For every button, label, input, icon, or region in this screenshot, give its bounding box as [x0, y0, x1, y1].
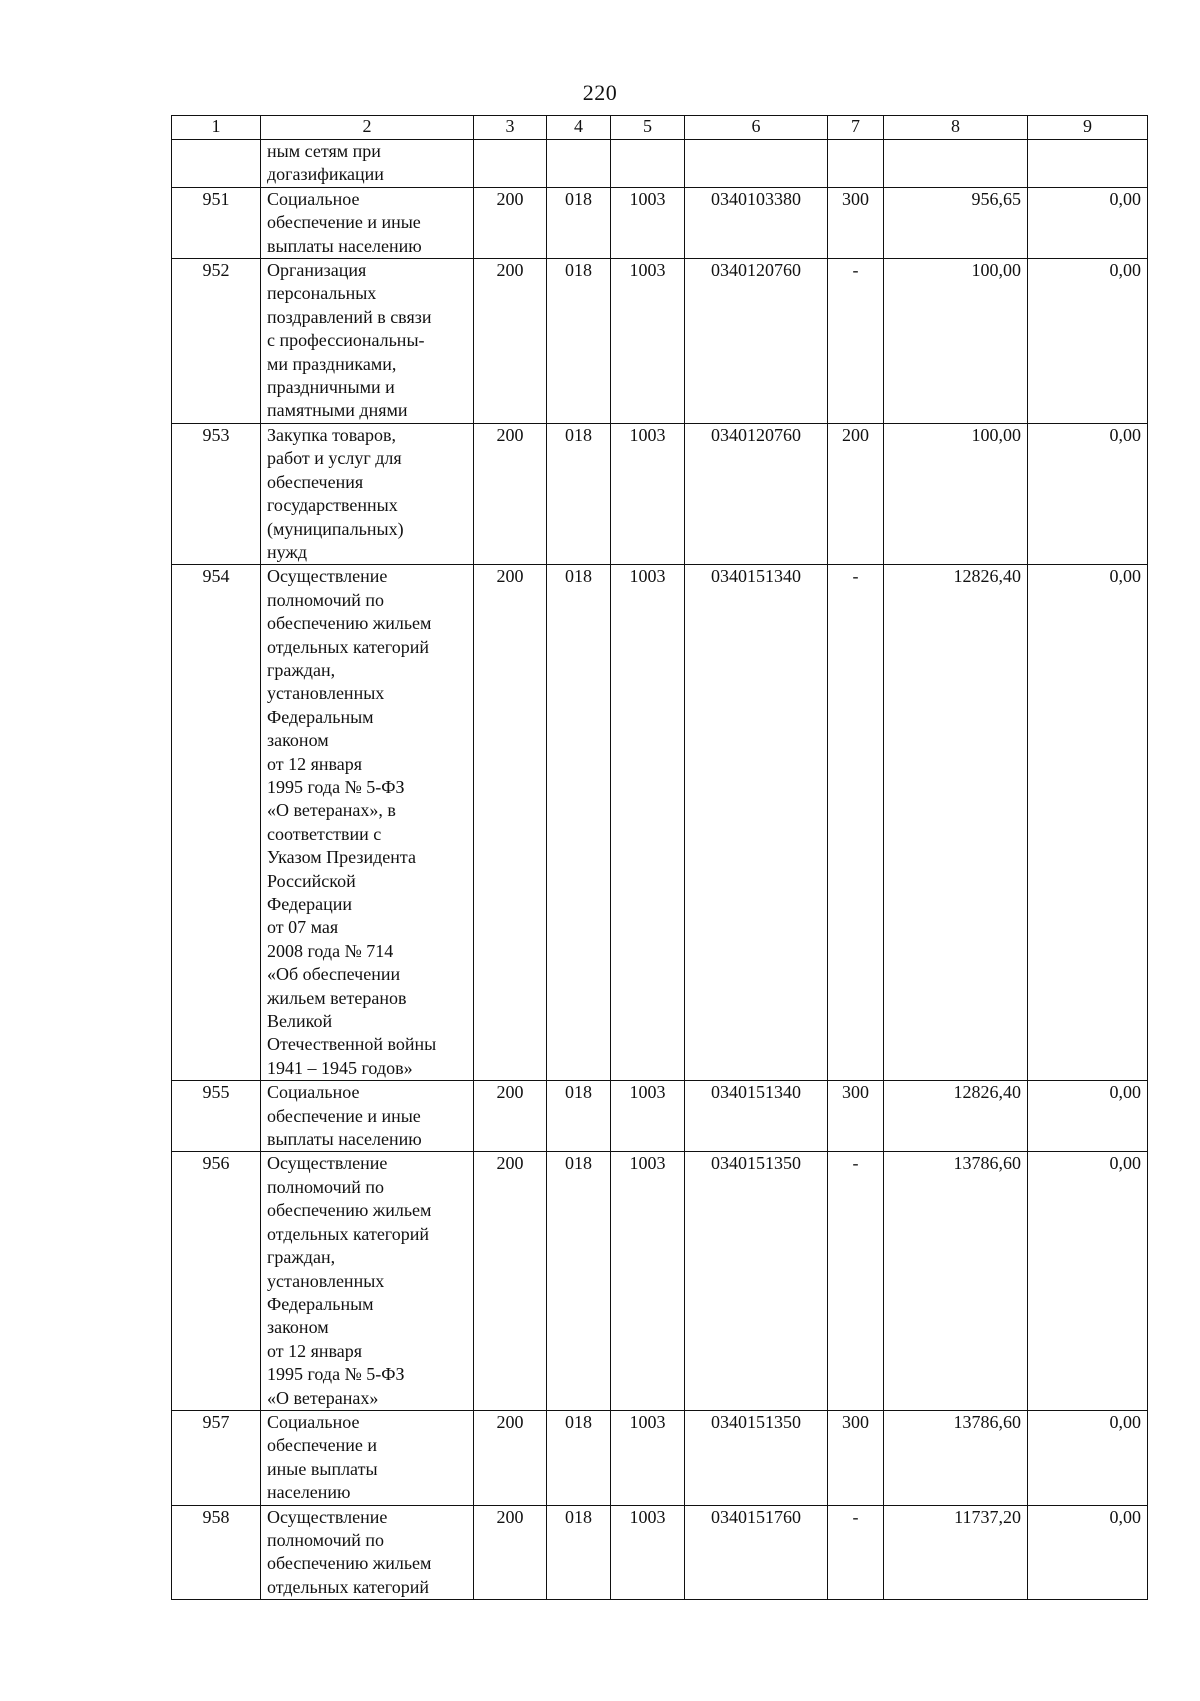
cell-col5: 1003 — [611, 1505, 685, 1600]
cell-col3: 200 — [474, 1410, 547, 1505]
row-name: Социальное обеспечение и иные выплаты населению — [261, 1410, 474, 1505]
cell-col8: 11737,20 — [884, 1505, 1028, 1600]
row-number — [172, 140, 261, 188]
cell-col3: 200 — [474, 1152, 547, 1410]
cell-col9: 0,00 — [1028, 423, 1148, 564]
cell-col8: 13786,60 — [884, 1152, 1028, 1410]
page-number: 220 — [582, 80, 618, 105]
cell-col4: 018 — [547, 1081, 611, 1152]
row-name: Закупка товаров, работ и услуг для обеспечения государственных (муниципальных) нужд — [261, 423, 474, 564]
table-row — [172, 1410, 1148, 1505]
header-row — [172, 116, 1148, 140]
budget-table — [171, 115, 1148, 1600]
col-header-5: 5 — [611, 116, 685, 140]
cell-col9: 0,00 — [1028, 1152, 1148, 1410]
cell-col9: 0,00 — [1028, 1410, 1148, 1505]
cell-col3: 200 — [474, 1081, 547, 1152]
row-name: Осуществление полномочий по обеспечению жильем отдельных категорий граждан, установленных Федеральным законом от 12 января 1995 года № 5-ФЗ «О ветеранах» — [261, 1152, 474, 1410]
cell-col6: 0340120760 — [685, 259, 828, 424]
cell-col9: 0,00 — [1028, 1505, 1148, 1600]
cell-col6: 0340120760 — [685, 423, 828, 564]
cell-col7: 300 — [828, 187, 884, 258]
row-name: Социальное обеспечение и иные выплаты населению — [261, 187, 474, 258]
row-name: ным сетям при догазификации — [261, 140, 474, 188]
row-number: 957 — [172, 1410, 261, 1505]
cell-col4: 018 — [547, 1505, 611, 1600]
table-row — [172, 1505, 1148, 1600]
cell-col8: 100,00 — [884, 259, 1028, 424]
cell-col8: 12826,40 — [884, 565, 1028, 1081]
table-row — [172, 140, 1148, 188]
cell-col5 — [611, 140, 685, 188]
table-row — [172, 259, 1148, 424]
cell-col9: 0,00 — [1028, 187, 1148, 258]
cell-col8: 100,00 — [884, 423, 1028, 564]
cell-col6: 0340151760 — [685, 1505, 828, 1600]
cell-col4: 018 — [547, 423, 611, 564]
table-row — [172, 565, 1148, 1081]
row-number: 955 — [172, 1081, 261, 1152]
table-header — [172, 116, 1148, 140]
row-name: Организация персональных поздравлений в связи с профессиональны- ми праздниками, праздничными и памятными днями — [261, 259, 474, 424]
col-header-4: 4 — [547, 116, 611, 140]
table-body — [172, 140, 1148, 1600]
cell-col8 — [884, 140, 1028, 188]
row-number: 953 — [172, 423, 261, 564]
col-header-6: 6 — [685, 116, 828, 140]
row-number: 954 — [172, 565, 261, 1081]
cell-col7: - — [828, 1505, 884, 1600]
cell-col7: 300 — [828, 1410, 884, 1505]
cell-col7: - — [828, 1152, 884, 1410]
cell-col5: 1003 — [611, 565, 685, 1081]
cell-col6: 0340103380 — [685, 187, 828, 258]
cell-col7 — [828, 140, 884, 188]
table-row — [172, 1152, 1148, 1410]
cell-col9: 0,00 — [1028, 1081, 1148, 1152]
cell-col5: 1003 — [611, 423, 685, 564]
cell-col7: - — [828, 565, 884, 1081]
cell-col5: 1003 — [611, 1410, 685, 1505]
cell-col3: 200 — [474, 259, 547, 424]
col-header-3: 3 — [474, 116, 547, 140]
cell-col6 — [685, 140, 828, 188]
cell-col6: 0340151340 — [685, 565, 828, 1081]
cell-col4 — [547, 140, 611, 188]
row-name: Социальное обеспечение и иные выплаты населению — [261, 1081, 474, 1152]
row-number: 952 — [172, 259, 261, 424]
cell-col8: 956,65 — [884, 187, 1028, 258]
cell-col6: 0340151340 — [685, 1081, 828, 1152]
cell-col4: 018 — [547, 1410, 611, 1505]
col-header-2: 2 — [261, 116, 474, 140]
col-header-1: 1 — [172, 116, 261, 140]
cell-col6: 0340151350 — [685, 1152, 828, 1410]
cell-col6: 0340151350 — [685, 1410, 828, 1505]
cell-col8: 12826,40 — [884, 1081, 1028, 1152]
cell-col3: 200 — [474, 423, 547, 564]
cell-col3: 200 — [474, 565, 547, 1081]
row-name: Осуществление полномочий по обеспечению жильем отдельных категорий граждан, установленных Федеральным законом от 12 января 1995 года № 5-ФЗ «О ветеранах», в соответствии с Указом Президента Российской Федерации от 07 мая 2008 года № 714 «Об обеспечении жильем ветеранов Великой Отечественной войны 1941 – 1945 годов» — [261, 565, 474, 1081]
col-header-8: 8 — [884, 116, 1028, 140]
row-name: Осуществление полномочий по обеспечению жильем отдельных категорий — [261, 1505, 474, 1600]
cell-col9: 0,00 — [1028, 565, 1148, 1081]
cell-col8: 13786,60 — [884, 1410, 1028, 1505]
table-row — [172, 187, 1148, 258]
table-row — [172, 423, 1148, 564]
cell-col5: 1003 — [611, 187, 685, 258]
row-number: 951 — [172, 187, 261, 258]
cell-col5: 1003 — [611, 1152, 685, 1410]
table-row — [172, 1081, 1148, 1152]
cell-col4: 018 — [547, 1152, 611, 1410]
cell-col7: 200 — [828, 423, 884, 564]
cell-col4: 018 — [547, 259, 611, 424]
row-number: 958 — [172, 1505, 261, 1600]
row-number: 956 — [172, 1152, 261, 1410]
cell-col9: 0,00 — [1028, 259, 1148, 424]
cell-col3: 200 — [474, 1505, 547, 1600]
col-header-9: 9 — [1028, 116, 1148, 140]
cell-col4: 018 — [547, 187, 611, 258]
col-header-7: 7 — [828, 116, 884, 140]
cell-col3: 200 — [474, 187, 547, 258]
cell-col7: 300 — [828, 1081, 884, 1152]
cell-col9 — [1028, 140, 1148, 188]
cell-col7: - — [828, 259, 884, 424]
cell-col5: 1003 — [611, 259, 685, 424]
cell-col5: 1003 — [611, 1081, 685, 1152]
cell-col4: 018 — [547, 565, 611, 1081]
cell-col3 — [474, 140, 547, 188]
